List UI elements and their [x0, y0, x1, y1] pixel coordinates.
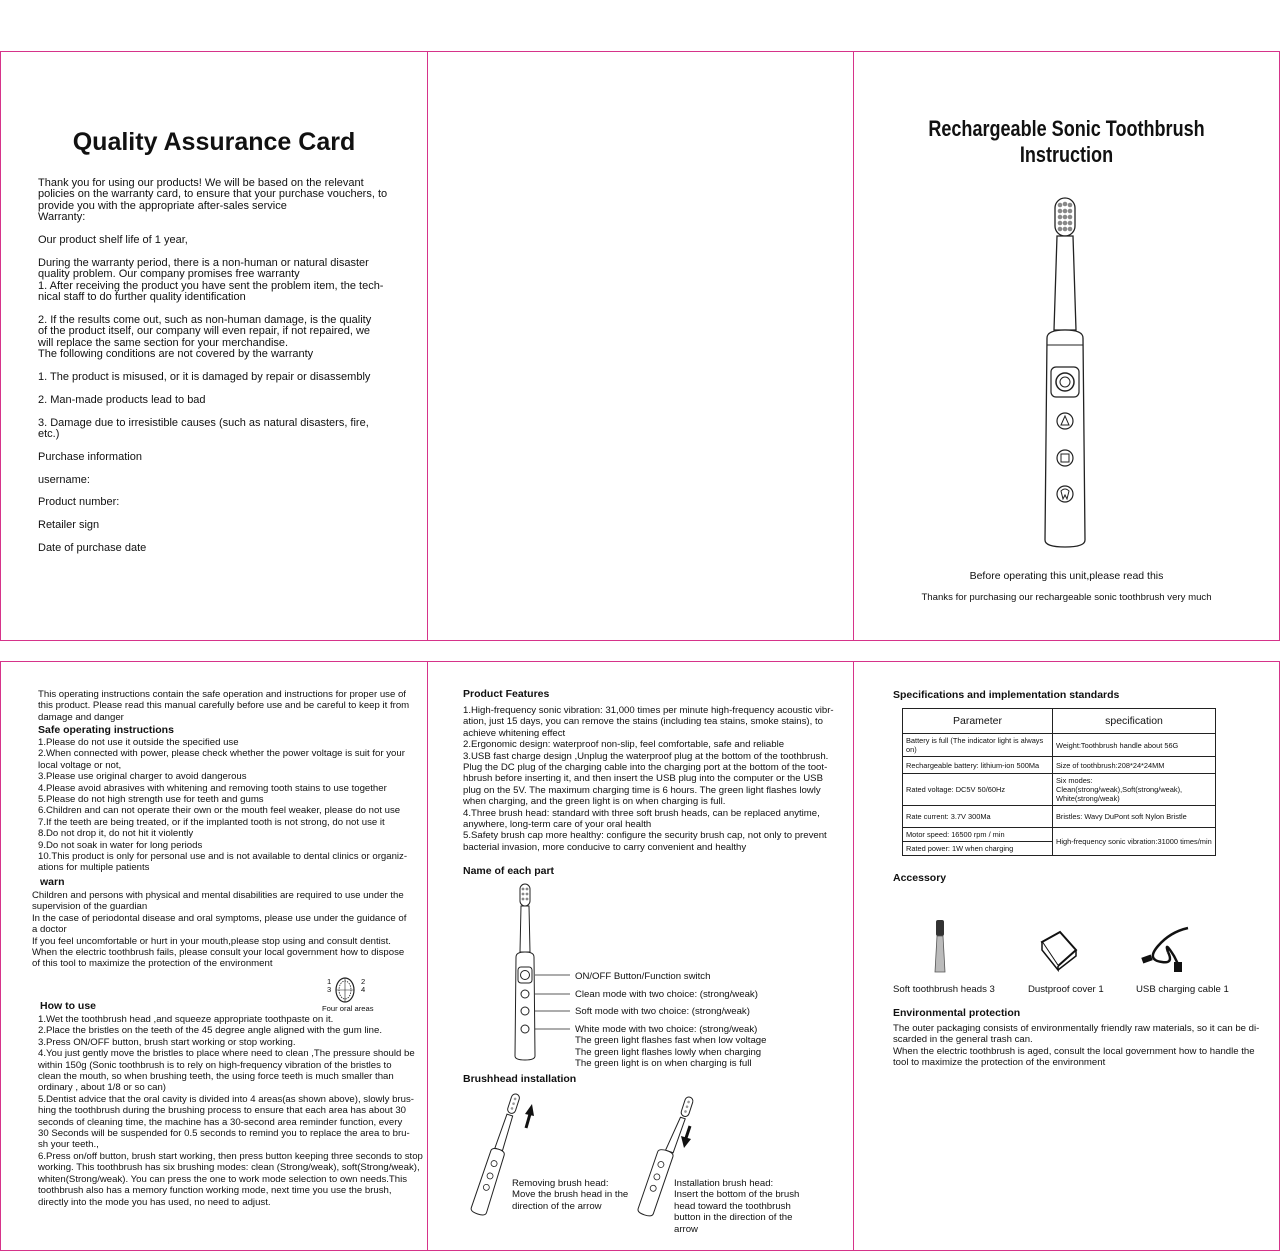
accessory-label-2: Dustproof cover 1: [1028, 984, 1104, 995]
part-label-1: ON/OFF Button/Function switch: [575, 971, 711, 982]
part-label-4: White mode with two choice: (strong/weak) The green light flashes fast when low voltage The green light flashes lowly when charging The green light is on when charging is full: [575, 1024, 767, 1070]
install-heading: Brushhead installation: [463, 1073, 577, 1085]
safety-heading: Safe operating instructions: [38, 724, 174, 736]
spec-cell: Rated voltage: DC5V 50/60Hz: [903, 774, 1053, 806]
spec-cell: Battery is full (The indicator light is always on): [903, 734, 1053, 757]
spec-cell: Size of toothbrush:208*24*24MM: [1053, 757, 1216, 774]
part-label-2: Clean mode with two choice: (strong/weak): [575, 989, 758, 1000]
area-num-4: 4: [361, 985, 366, 994]
spec-col-specification: specification: [1053, 709, 1216, 734]
cover-title: Rechargeable Sonic Toothbrush Instruction: [928, 116, 1205, 167]
dust-cover-icon: [1038, 928, 1080, 972]
features-heading: Product Features: [463, 688, 550, 700]
spec-col-parameter: Parameter: [903, 709, 1053, 734]
accessory-heading: Accessory: [893, 872, 947, 884]
safety-items: 1.Please do not use it outside the specified use 2.When connected with power, please check whether the power voltage is suit for your local voltage or not, 3.Please use original charger to avoid dangerous 4.Please avoid abrasives with whitening and removing tooth stains to use together 5.Please do not high strength use for teeth and gums 6.Children and can not operate their own or the mouth feel weaker, please do not use 7.If the teeth are being treated, or if the implanted tooth is not strong, do not use it 8.Do not drop it, do not hit it violently 9.Do not soak in water for long periods 10.This product is only for personal use and is not available to dental clinics or organiz- ations for multiple patients: [38, 737, 408, 874]
accessory-label-3: USB charging cable 1: [1136, 984, 1229, 995]
features-text: 1.High-frequency sonic vibration: 31,000 times per minute high-frequency acoustic vibr- ation, just 15 days, you can remove the stains (including tea stains, smoke stains), to achieve whitening effect 2.Ergonomic design: waterproof non-slip, feel comfortable, safe and reliable 3.USB fast charge design ,Unplug the waterproof plug at the bottom of the toothbrush. Plug the DC plug of the charging cable into the charging port at the bottom of the toot- hbrush before inserting it, and then insert the USB plug into the computer or the USB plug on the 5V. The maximum charging time is 6 hours. The green light flashes lowly when charging, and the green light is on when charging is full. 4.Three brush head: standard with three soft brush heads, can be replaced anytime, anywhere, long-term care of your oral health 5.Safety brush cap more healthy: configure the security brush cap, not only to prevent bacterial invasion, more conducive to carry convenient and healthy: [463, 705, 834, 853]
safety-intro: This operating instructions contain the safe operation and instructions for proper use of this product. Please read this manual carefully before use and be careful to keep it from damage and danger: [38, 689, 410, 723]
env-text: The outer packaging consists of environmentally friendly raw materials, so it can be di- scarded in the general trash can. When the electric toothbrush is aged, consult the local government how to handle the tool to maximize the protection of the environment: [893, 1023, 1260, 1069]
specs-heading: Specifications and implementation standards: [893, 689, 1120, 701]
spec-cell: Rate current: 3.7V 300Ma: [903, 806, 1053, 828]
spec-cell: Rechargeable battery: lithium-ion 500Ma: [903, 757, 1053, 774]
cover-line1: Before operating this unit,please read this: [969, 570, 1164, 582]
spec-cell: Rated power: 1W when charging: [903, 842, 1053, 856]
area-num-2: 2: [361, 977, 366, 986]
area-num-1: 1: [327, 977, 332, 986]
toothbrush-illustration: [1040, 195, 1090, 555]
parts-heading: Name of each part: [463, 865, 555, 877]
spec-cell: Motor speed: 16500 rpm / min: [903, 828, 1053, 842]
spec-table: [902, 708, 1216, 856]
spec-cell: High-frequency sonic vibration:31000 times/min: [1053, 828, 1216, 856]
oral-areas-label: Four oral areas: [322, 1004, 374, 1013]
warn-heading: warn: [40, 876, 65, 888]
spec-cell: Weight:Toothbrush handle about 56G: [1053, 734, 1216, 757]
panel-blank: [427, 51, 854, 641]
warn-text: Children and persons with physical and mental disabilities are required to use under the supervision of the guardian In the case of periodontal disease and oral symptoms, please use under the guidance of a doctor If you feel uncomfortable or hurt in your mouth,please stop using and consult dentist. When the electric toothbrush fails, please consult your local government how to dispose of this tool to maximize the protection of the environment: [32, 890, 407, 970]
qa-body: Thank you for using our products! We will be based on the relevant policies on the warranty card, to ensure that your purchase vouchers, to provide you with the appropriate after-sales service Warranty: Our product shelf life of 1 year, During the warranty period, there is a non-human or natural disaster quality problem. Our company promises free warranty 1. After receiving the product you have sent the problem item, the tech- nical staff to do further quality identification 2. If the results come out, such as non-human damage, is the quality of the product itself, our company will even repair, if not repaired, we will replace the same section for your merchandise. The following conditions are not covered by the warranty 1. The product is misused, or it is damaged by repair or disassembly 2. Man-made products lead to bad 3. Damage due to irresistible causes (such as natural disasters, fire, etc.) Purchase information username: Product number: Retailer sign Date of purchase date: [38, 177, 388, 554]
remove-head-text: Removing brush head: Move the brush head in the direction of the arrow: [512, 1178, 629, 1212]
qa-title: Quality Assurance Card: [72, 128, 356, 156]
parts-leader-lines: [535, 970, 575, 1040]
env-heading: Environmental protection: [893, 1007, 1021, 1019]
spec-cell: Bristles: Wavy DuPont soft Nylon Bristle: [1053, 806, 1216, 828]
install-head-text: Installation brush head: Insert the bottom of the brush head toward the toothbrush button in the direction of the arrow: [674, 1178, 800, 1235]
oral-areas-icon: [332, 976, 358, 1004]
part-label-3: Soft mode with two choice: (strong/weak): [575, 1006, 750, 1017]
cover-line2: Thanks for purchasing our rechargeable sonic toothbrush very much: [921, 592, 1212, 603]
brush-head-icon: [930, 918, 950, 974]
area-num-3: 3: [327, 985, 332, 994]
spec-cell: Six modes: Clean(strong/weak),Soft(strong/weak), White(strong/weak): [1053, 774, 1216, 806]
howto-heading: How to use: [40, 1000, 97, 1012]
usb-cable-icon: [1140, 922, 1196, 974]
accessory-label-1: Soft toothbrush heads 3: [893, 984, 995, 995]
howto-text: 1.Wet the toothbrush head ,and squeeze appropriate toothpaste on it. 2.Place the bristles on the teeth of the 45 degree angle aligned with the gum line. 3.Press ON/OFF button, brush start working or stop working. 4.You just gently move the bristles to place where need to clean ,The pressure should be within 150g (Sonic toothbrush is to rely on high-frequency vibration of the bristles to clean the mouth, so when brushing teeth, the using force teeth is much smaller than ordinary , about 1/8 or so can) 5.Dentist advice that the oral cavity is divided into 4 areas(as shown above), slowly brus- hing the toothbrush during the brushing process to ensure that each area has about 30 seconds of cleaning time, the machine has a 30-second area reminder function, every 30 Seconds will be suspended for 0.5 seconds to remind you to replace the area to bru- sh your teeth., 6.Press on/off button, brush start working, then press button keeping three seconds to stop working. This toothbrush has six brushing modes: clean (Strong/weak), soft(Strong/weak), whiten(Strong/weak). You can press the one to work mode selection to own needs.This toothbrush also has a memory function working mode, next time you use the brush, directly into the mode you has used, no need to adjust.: [38, 1014, 423, 1208]
